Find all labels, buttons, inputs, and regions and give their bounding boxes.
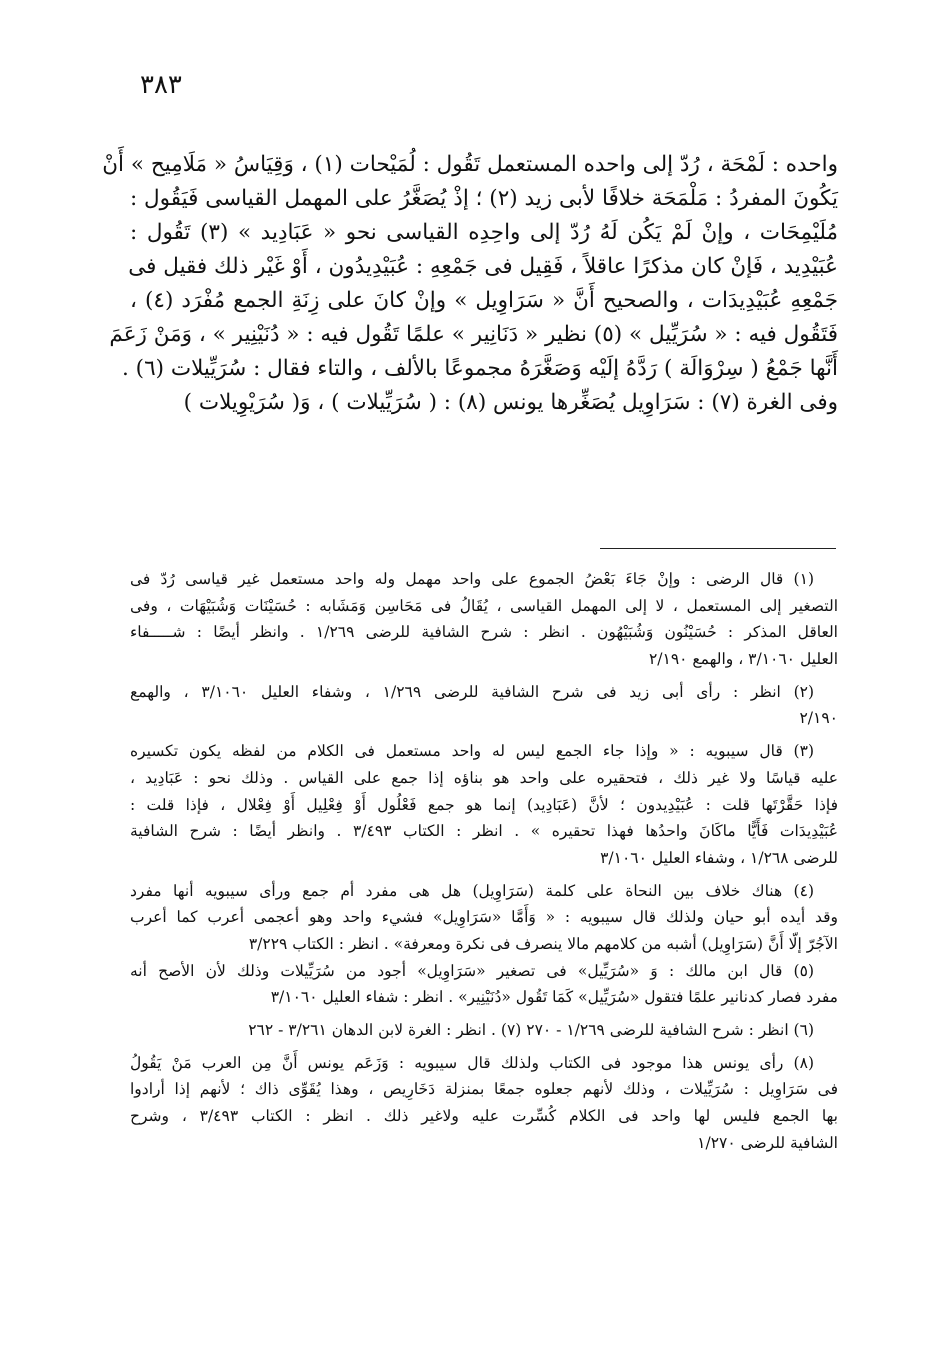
footnote-line: العاقل المذكر : حُسَيْنُون وَشُبَيْهُون . انظر : شرح الشافية للرضى ١/٢٦٩ . وانظر أيضًا : شـــــفاء [130,623,838,642]
footnote-line: عليه قياسًا ولا غير ذلك ، فتحقيره على واحد هو بناؤه إذا جمع على القياس . وذلك نحو : عَبَادِيد ، [130,768,838,787]
footnote-line: (٣) قال سيبويه : « وإذا جاء الجمع ليس له واحد مستعمل فى الكلام من لفظه يكون تكسيره [130,742,814,761]
footnote-line: التصغير إلى المستعمل ، لا إلى المهمل القياسى ، يُقَالُ فى مَحَاسِن وَمَشَابه : حُسَيْنَات وَشُبَيْهَات ، وفى [130,596,838,615]
footnote-line: فإذا حَقَّرْتَها قلت : عُبَيْدِيدون ؛ لأنَّ (عَبَادِيد) إنما هو جمع فَعْلُول أَوْ فِعْلِيل أَوْ فِعْلال ، فإذا قلت : [130,795,838,814]
main-text-block [102,148,839,420]
footnote-line: ٢/١٩٠ [799,709,838,728]
footnote-2 [130,679,838,732]
footnote-line: (٨) رأى يونس هذا موجود فى الكتاب ولذلك قال سيبويه : وَزَعَم يونس أَنَّ مِن العرب مَنْ يَقُولُ [130,1053,814,1072]
main-text-line: فَتَقُول فيه : « سُرَيِّيل » (٥) نظير « دَنَانِير » علمًا تَقُول فيه : « دُنَيْنِير » ، وَمَنْ زَعَمَ [109,322,838,347]
main-text-line: عُبَيْدِيد ، فَإنْ كان مذكرًا عاقلاً ، فَقِيل فى جَمْعِهِ : عُبَيْدِيدُون ، أَوْ غَيْر ذلك فقيل فى [128,254,838,279]
footnote-line: بها الجمع فليس لها واحد فى الكلام كُسِّرت عليه ولاغير ذلك . انظر : الكتاب ٣/٤٩٣ ، وشرح [130,1107,838,1126]
footnote-6-7 [130,1017,838,1044]
footnote-line: عُبَيْدِيدَات فَأَيًّا ماكَانَ واحدُها فهذا تحقيره » . انظر : الكتاب ٣/٤٩٣ . وانظر أيضًا : شرح الشافية [130,822,838,841]
footnotes-block [130,566,838,1156]
footnote-line: (٥) قال ابن مالك : وَ «سُرَيِّيل» فى تصغير «سَرَاوِيل» أجود من سُرَيِّيلات وذلك لأن الأصح أنه [130,961,814,980]
main-text-line: أَنَّها جَمْعُ ( سِرْوَالَة ) رَدَّهُ إلَيْه وَصَغَّرَهُ مجموعًا بالألف ، والتاء فقال : سُرَيِّيلات (٦) . [122,356,838,381]
footnote-5 [130,958,838,1011]
main-text-line: مُلَيْمِحَات ، وإنْ لَمْ يَكُن لَهُ رُدّ إلى واحِدِه القياسى نحو « عَبَادِيد » (٣) تَقُول : [130,220,839,245]
main-text-line: وفى الغرة (٧) : سَرَاوِيل يُصَغِّرها يونس (٨) : ( سُرَيِّيلات ) ، وَ( سُرَيْوِيلات ) [183,390,838,415]
footnote-line: وقد أيده أبو حيان ولذلك قال سيبويه : « وَأَمَّا «سَرَاوِيل» فشيء واحد وهو أعجمى أعرب كما أعرب [130,908,838,927]
footnote-line: للرضى ١/٢٦٨ ، وشفاء العليل ٣/١٠٦٠ [600,848,838,867]
footnote-line: (١) قال الرضى : وإنْ جَاءَ بَعْضُ الجموع على واحد مهمل وله واحد مستعمل غير قياسى رُدّ فى [130,570,814,588]
footnote-4 [130,878,838,958]
footnote-line: (٢) انظر : رأى أبى زيد فى شرح الشافية للرضى ١/٢٦٩ ، وشفاء العليل ٣/١٠٦٠ ، والهمع [130,682,815,701]
footnote-line: (٦) انظر : شرح الشافية للرضى ١/٢٦٩ - ٢٧٠ (٧) . انظر : الغرة لابن الدهان ٣/٢٦١ - ٢٦٢ [248,1021,814,1039]
footnote-separator [600,548,836,549]
main-text-line: واحده : لَمْحَة ، رُدّ إلى واحده المستعمل تَقُول : لُمَيْحات (١) ، وَقِيَاسُ « مَلَامِيح » أَنْ [102,152,838,177]
footnote-line: العليل ٣/١٠٦٠ ، والهمع ٢/١٩٠ [648,650,838,669]
main-text-line: جَمْعِهِ عُبَيْدِيدَات ، والصحيح أَنَّ « سَرَاوِيل » وإنْ كانَ على زِنَةِ الجمع مُفْرَد (٤) ، [130,288,838,313]
footnote-line: (٤) هناك خلاف بين النحاة على كلمة (سَرَاوِيل) هل هى مفرد أم جمع ورأى سيبويه أنها مفرد [130,881,814,900]
footnote-line: مفرد فصار كدنانير علمًا فتقول «سُرَيِّيل» كَمَا تَقُول «دُنَيْنِير» . انظر : شفاء العليل ٣/١٠٦٠ [270,988,838,1007]
page-number: ٣٨٣ [140,70,182,100]
footnote-line: الآجُرّ إلّا أَنَّ (سَرَاوِيل) أشبه من كلامهم مالا ينصرف فى نكرة ومعرفة» . انظر : الكتاب ٣/٢٢٩ [248,934,838,953]
footnote-line: الشافية للرضى ١/٢٧٠ [697,1133,838,1152]
footnote-line: فى سَرَاوِيل : سُرَيِّيلات ، وذلك لأنهم جعلوه جمعًا بمنزلة دَخَارِيص ، وهذا يُقَوِّى ذاك ؛ لأنهم إذا أرادوا [130,1080,838,1099]
footnote-3 [130,738,838,871]
footnote-8 [130,1050,838,1157]
main-text-line: يَكُونَ المفردُ : مَلْمَحَة خلافًا لأبى زيد (٢) ؛ إذْ يُصَغَّرُ على المهمل القياسى فَيَقُول : [129,186,838,211]
footnote-1 [130,566,838,673]
